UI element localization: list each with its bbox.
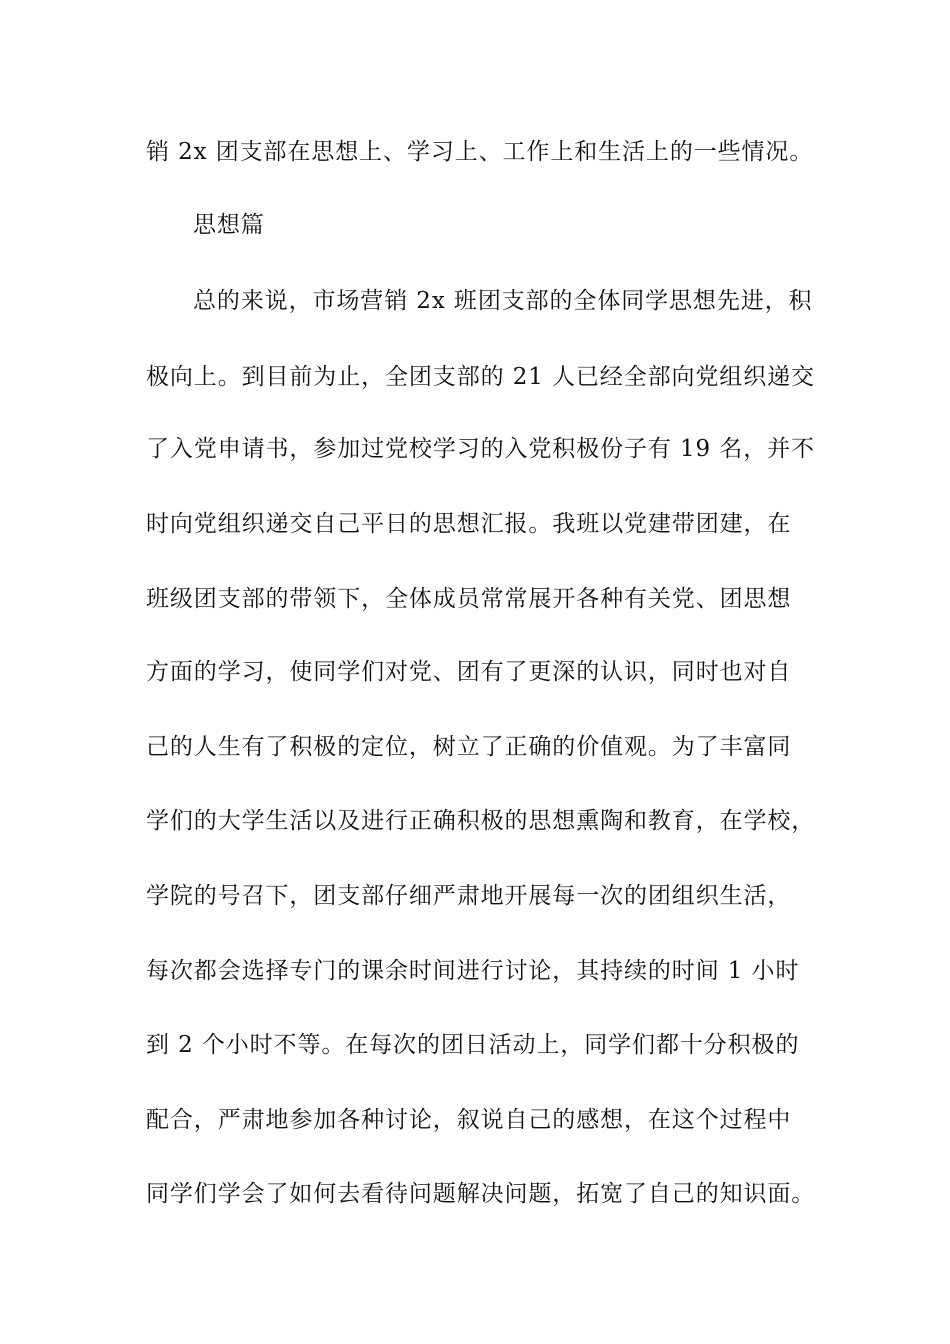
section-heading: 思想篇 <box>193 212 265 238</box>
text-line-9: 己的人生有了积极的定位，树立了正确的价值观。为了丰富同 <box>146 734 792 760</box>
text-line-6: 时向党组织递交自己平日的思想汇报。我班以党建带团建，在 <box>146 511 792 537</box>
text-line-8: 方面的学习，使同学们对党、团有了更深的认识，同时也对自 <box>146 659 792 685</box>
text-line-7: 班级团支部的带领下，全体成员常常展开各种有关党、团思想 <box>146 586 792 612</box>
text-line-11: 学院的号召下，团支部仔细严肃地开展每一次的团组织生活， <box>146 883 792 909</box>
text-line-1: 销 2x 团支部在思想上、学习上、工作上和生活上的一些情况。 <box>146 139 814 165</box>
text-line-15: 同学们学会了如何去看待问题解决问题，拓宽了自己的知识面。 <box>146 1181 816 1207</box>
text-line-12: 每次都会选择专门的课余时间进行讨论，其持续的时间 1 小时 <box>146 958 800 984</box>
text-line-4: 极向上。到目前为止，全团支部的 21 人已经全部向党组织递交 <box>146 364 815 390</box>
text-line-14: 配合，严肃地参加各种讨论，叙说自己的感想，在这个过程中 <box>146 1107 792 1133</box>
text-line-13: 到 2 个小时不等。在每次的团日活动上，同学们都十分积极的 <box>146 1032 800 1058</box>
text-line-5: 了入党申请书，参加过党校学习的入党积极份子有 19 名，并不 <box>146 436 815 462</box>
text-line-10: 学们的大学生活以及进行正确积极的思想熏陶和教育，在学校， <box>146 808 816 834</box>
text-line-3: 总的来说，市场营销 2x 班团支部的全体同学思想先进，积 <box>193 288 813 314</box>
